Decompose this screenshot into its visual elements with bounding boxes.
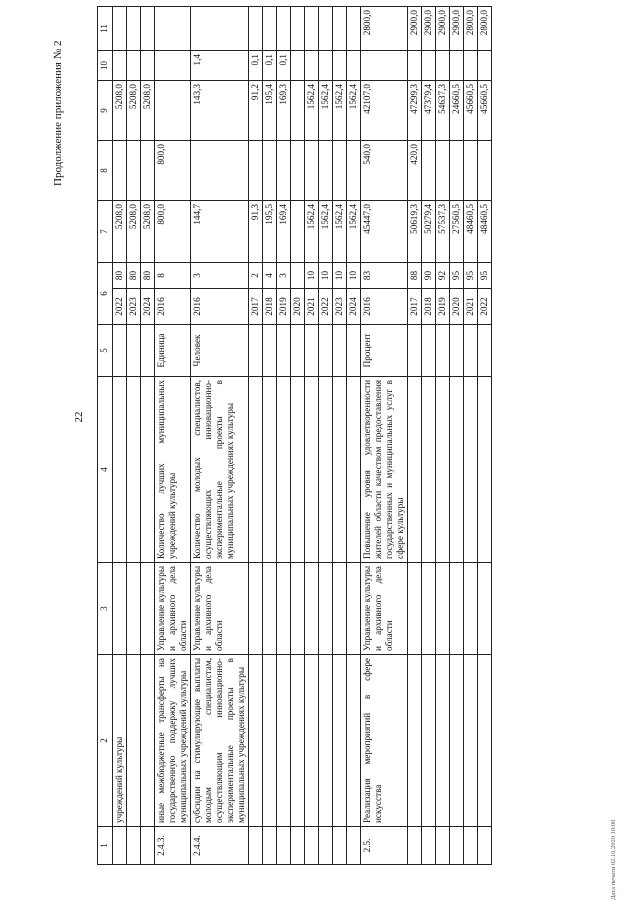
table-row [464,7,478,865]
indicator-value-cell: 80 [141,263,155,289]
indicator-value-cell: 92 [436,263,450,289]
measure-cell [127,655,141,827]
other-funding-cell: 2900,0 [436,7,450,51]
unit-cell: Единица [155,325,191,377]
unit-cell [333,325,347,377]
header-cell: 11 [98,7,113,51]
federal-funding-cell: 420,0 [408,141,422,201]
indicator-cell: Количество лучших муниципальных учреждений культуры [155,377,191,563]
federal-funding-cell [263,141,277,201]
measure-cell: учреждений культуры [113,655,127,827]
local-funding-cell [333,51,347,81]
unit-cell [277,325,291,377]
unit-cell [305,325,319,377]
executor-cell [333,563,347,655]
indicator-value-cell: 80 [127,263,141,289]
total-funding-cell: 57537,3 [436,201,450,263]
measure-cell [141,655,155,827]
unit-cell [347,325,361,377]
federal-funding-cell [436,141,450,201]
total-funding-cell: 1562,4 [347,201,361,263]
federal-funding-cell [464,141,478,201]
header-cell: 2 [98,655,113,827]
total-funding-cell: 50279,4 [422,201,436,263]
regional-funding-cell: 5208,0 [113,81,127,141]
other-funding-cell [141,7,155,51]
local-funding-cell: 0,1 [277,51,291,81]
executor-cell [422,563,436,655]
federal-funding-cell [291,141,305,201]
year-cell: 2019 [277,289,291,325]
indicator-value-cell: 3 [191,263,249,289]
other-funding-cell [127,7,141,51]
executor-cell [277,563,291,655]
regional-funding-cell: 169,3 [277,81,291,141]
local-funding-cell [347,51,361,81]
indicator-value-cell: 88 [408,263,422,289]
year-cell: 2022 [478,289,492,325]
table-row [305,7,319,865]
total-funding-cell: 800,0 [155,201,191,263]
row-number-cell [450,827,464,865]
table-row [249,7,263,865]
indicator-cell [408,377,422,563]
federal-funding-cell [249,141,263,201]
measure-cell [464,655,478,827]
total-funding-cell: 1562,4 [319,201,333,263]
indicator-value-cell: 83 [361,263,408,289]
other-funding-cell [319,7,333,51]
row-number-cell [333,827,347,865]
local-funding-cell [422,51,436,81]
unit-cell: Человек [191,325,249,377]
regional-funding-cell: 1562,4 [319,81,333,141]
total-funding-cell: 50619,3 [408,201,422,263]
measure-cell [263,655,277,827]
federal-funding-cell [191,141,249,201]
table-row [361,7,408,865]
header-cell: 4 [98,377,113,563]
other-funding-cell: 2900,0 [422,7,436,51]
indicator-value-cell: 10 [319,263,333,289]
measure-cell [408,655,422,827]
unit-cell [436,325,450,377]
year-cell: 2021 [464,289,478,325]
indicator-cell [141,377,155,563]
unit-cell [408,325,422,377]
row-number-cell [249,827,263,865]
year-cell: 2024 [141,289,155,325]
unit-cell [319,325,333,377]
executor-cell [464,563,478,655]
total-funding-cell: 5208,0 [141,201,155,263]
year-cell: 2017 [408,289,422,325]
measure-cell [422,655,436,827]
header-cell: 6 [98,263,113,325]
local-funding-cell: 0,1 [249,51,263,81]
executor-cell [127,563,141,655]
measure-cell [333,655,347,827]
row-number-cell [305,827,319,865]
table-row [291,7,305,865]
indicator-value-cell [291,263,305,289]
indicator-value-cell: 10 [305,263,319,289]
other-funding-cell [155,7,191,51]
indicator-value-cell: 2 [249,263,263,289]
regional-funding-cell: 91,2 [249,81,263,141]
regional-funding-cell: 45660,5 [478,81,492,141]
indicator-cell: Повышение уровня удовлетворенности жителей области качеством предоставления государственных и муниципальных услуг в сфере культуры [361,377,408,563]
local-funding-cell [319,51,333,81]
row-number-cell: 2.4.4. [191,827,249,865]
measure-cell [450,655,464,827]
executor-cell [249,563,263,655]
total-funding-cell: 1562,4 [305,201,319,263]
row-number-cell [347,827,361,865]
local-funding-cell [155,51,191,81]
row-number-cell: 2.5. [361,827,408,865]
row-number-cell [422,827,436,865]
header-cell: 10 [98,51,113,81]
row-number-cell [436,827,450,865]
executor-cell [291,563,305,655]
executor-cell: Управление культуры и архивного дела области [361,563,408,655]
unit-cell [113,325,127,377]
year-cell: 2018 [422,289,436,325]
other-funding-cell [263,7,277,51]
program-table [97,6,492,865]
table-row [141,7,155,865]
federal-funding-cell [478,141,492,201]
executor-cell [113,563,127,655]
indicator-value-cell: 10 [347,263,361,289]
unit-cell: Процент [361,325,408,377]
unit-cell [141,325,155,377]
table-row [277,7,291,865]
other-funding-cell [333,7,347,51]
year-cell: 2023 [333,289,347,325]
other-funding-cell: 2900,0 [450,7,464,51]
unit-cell [263,325,277,377]
executor-cell [319,563,333,655]
header-cell: 7 [98,201,113,263]
federal-funding-cell [113,141,127,201]
other-funding-cell: 2800,0 [478,7,492,51]
unit-cell [478,325,492,377]
table-row [450,7,464,865]
other-funding-cell [291,7,305,51]
executor-cell [263,563,277,655]
federal-funding-cell [422,141,436,201]
measure-cell [436,655,450,827]
indicator-cell [422,377,436,563]
regional-funding-cell: 195,4 [263,81,277,141]
table-row [347,7,361,865]
executor-cell [450,563,464,655]
federal-funding-cell: 800,0 [155,141,191,201]
total-funding-cell: 48460,5 [478,201,492,263]
federal-funding-cell [450,141,464,201]
header-cell: 3 [98,563,113,655]
regional-funding-cell [291,81,305,141]
indicator-value-cell: 95 [478,263,492,289]
regional-funding-cell: 47379,4 [422,81,436,141]
other-funding-cell [113,7,127,51]
indicator-value-cell: 4 [263,263,277,289]
federal-funding-cell [319,141,333,201]
federal-funding-cell [277,141,291,201]
measure-cell [277,655,291,827]
footer-wrap [610,819,617,901]
regional-funding-cell: 45660,5 [464,81,478,141]
row-number-cell [464,827,478,865]
total-funding-cell: 5208,0 [127,201,141,263]
rotated-table-container [97,0,640,865]
row-number-cell [408,827,422,865]
total-funding-cell [291,201,305,263]
year-cell: 2024 [347,289,361,325]
unit-cell [127,325,141,377]
indicator-value-cell: 95 [450,263,464,289]
federal-funding-cell [127,141,141,201]
other-funding-cell [305,7,319,51]
regional-funding-cell: 1562,4 [305,81,319,141]
table-row [333,7,347,865]
local-funding-cell [291,51,305,81]
indicator-cell [478,377,492,563]
executor-cell [347,563,361,655]
local-funding-cell [141,51,155,81]
table-body [98,7,492,865]
row-number-cell [319,827,333,865]
total-funding-cell: 144,7 [191,201,249,263]
year-cell: 2023 [127,289,141,325]
indicator-cell [291,377,305,563]
other-funding-cell [249,7,263,51]
federal-funding-cell: 540,0 [361,141,408,201]
federal-funding-cell [333,141,347,201]
year-cell: 2022 [319,289,333,325]
other-funding-cell: 2900,0 [408,7,422,51]
row-number-cell [141,827,155,865]
local-funding-cell [408,51,422,81]
regional-funding-cell: 5208,0 [141,81,155,141]
local-funding-cell [478,51,492,81]
indicator-cell [249,377,263,563]
executor-cell [408,563,422,655]
measure-cell [305,655,319,827]
page-number: 22 [73,411,85,423]
unit-cell [422,325,436,377]
local-funding-cell: 1,4 [191,51,249,81]
indicator-cell [263,377,277,563]
indicator-cell: Количество молодых специалистов, осуществляющих инновационно-экспериментальные проекты в муниципальных учреждениях культуры [191,377,249,563]
print-date: Дата печати 02.10.2020 10:00 [610,819,617,900]
table-row [319,7,333,865]
total-funding-cell: 27560,5 [450,201,464,263]
year-cell: 2017 [249,289,263,325]
regional-funding-cell [155,81,191,141]
indicator-value-cell: 90 [422,263,436,289]
unit-cell [249,325,263,377]
unit-cell [450,325,464,377]
local-funding-cell [436,51,450,81]
appendix-note-wrap [52,40,64,187]
year-cell: 2016 [191,289,249,325]
other-funding-cell: 2800,0 [361,7,408,51]
unit-cell [291,325,305,377]
table-row [422,7,436,865]
year-cell: 2021 [305,289,319,325]
year-cell: 2020 [450,289,464,325]
other-funding-cell [191,7,249,51]
measure-cell: иные межбюджетные трансферты на государственную поддержку лучших муниципальных учреждений культуры [155,655,191,827]
row-number-cell [478,827,492,865]
regional-funding-cell: 1562,4 [333,81,347,141]
table-row [436,7,450,865]
appendix-note: Продолжение приложения № 2 [52,40,64,186]
table-row [191,7,249,865]
measure-cell [291,655,305,827]
table-row [113,7,127,865]
indicator-value-cell: 10 [333,263,347,289]
year-cell: 2022 [113,289,127,325]
local-funding-cell [305,51,319,81]
indicator-value-cell: 95 [464,263,478,289]
federal-funding-cell [141,141,155,201]
local-funding-cell [127,51,141,81]
year-cell: 2020 [291,289,305,325]
year-cell: 2016 [155,289,191,325]
executor-cell [305,563,319,655]
indicator-cell [333,377,347,563]
measure-cell [478,655,492,827]
regional-funding-cell: 47299,3 [408,81,422,141]
total-funding-cell: 91,3 [249,201,263,263]
indicator-cell [277,377,291,563]
row-number-cell [277,827,291,865]
year-cell: 2018 [263,289,277,325]
header-cell: 1 [98,827,113,865]
regional-funding-cell: 42107,0 [361,81,408,141]
executor-cell: Управление культуры и архивного дела области [155,563,191,655]
indicator-value-cell: 80 [113,263,127,289]
executor-cell [436,563,450,655]
regional-funding-cell: 54637,3 [436,81,450,141]
measure-cell [249,655,263,827]
measure-cell [347,655,361,827]
local-funding-cell [450,51,464,81]
other-funding-cell [277,7,291,51]
federal-funding-cell [305,141,319,201]
indicator-cell [436,377,450,563]
table-row [127,7,141,865]
year-cell: 2019 [436,289,450,325]
local-funding-cell: 0,1 [263,51,277,81]
regional-funding-cell: 5208,0 [127,81,141,141]
other-funding-cell: 2800,0 [464,7,478,51]
unit-cell [464,325,478,377]
row-number-cell [263,827,277,865]
executor-cell [141,563,155,655]
row-number-cell [291,827,305,865]
indicator-cell [464,377,478,563]
indicator-value-cell: 3 [277,263,291,289]
header-cell: 5 [98,325,113,377]
other-funding-cell [347,7,361,51]
table-row [408,7,422,865]
executor-cell [478,563,492,655]
row-number-cell [113,827,127,865]
local-funding-cell [361,51,408,81]
indicator-cell [305,377,319,563]
total-funding-cell: 195,5 [263,201,277,263]
indicator-cell [450,377,464,563]
indicator-cell [319,377,333,563]
total-funding-cell: 169,4 [277,201,291,263]
local-funding-cell [464,51,478,81]
total-funding-cell: 5208,0 [113,201,127,263]
total-funding-cell: 45447,0 [361,201,408,263]
local-funding-cell [113,51,127,81]
federal-funding-cell [347,141,361,201]
indicator-cell [347,377,361,563]
year-cell: 2016 [361,289,408,325]
regional-funding-cell: 24660,5 [450,81,464,141]
measure-cell: субсидии на стимулирующие выплаты молодым специалистам, осуществляющим инновационно-экспериментальные проекты в муниципальных учреждениях культуры [191,655,249,827]
total-funding-cell: 1562,4 [333,201,347,263]
total-funding-cell: 48460,5 [464,201,478,263]
regional-funding-cell: 143,3 [191,81,249,141]
measure-cell [319,655,333,827]
indicator-cell [113,377,127,563]
indicator-value-cell: 8 [155,263,191,289]
row-number-cell [127,827,141,865]
header-cell: 8 [98,141,113,201]
regional-funding-cell: 1562,4 [347,81,361,141]
header-cell: 9 [98,81,113,141]
table-row [478,7,492,865]
table-row [155,7,191,865]
header-row [98,7,113,865]
table-row [263,7,277,865]
row-number-cell: 2.4.3. [155,827,191,865]
measure-cell: Реализация мероприятий в сфере искусства [361,655,408,827]
executor-cell: Управление культуры и архивного дела области [191,563,249,655]
indicator-cell [127,377,141,563]
